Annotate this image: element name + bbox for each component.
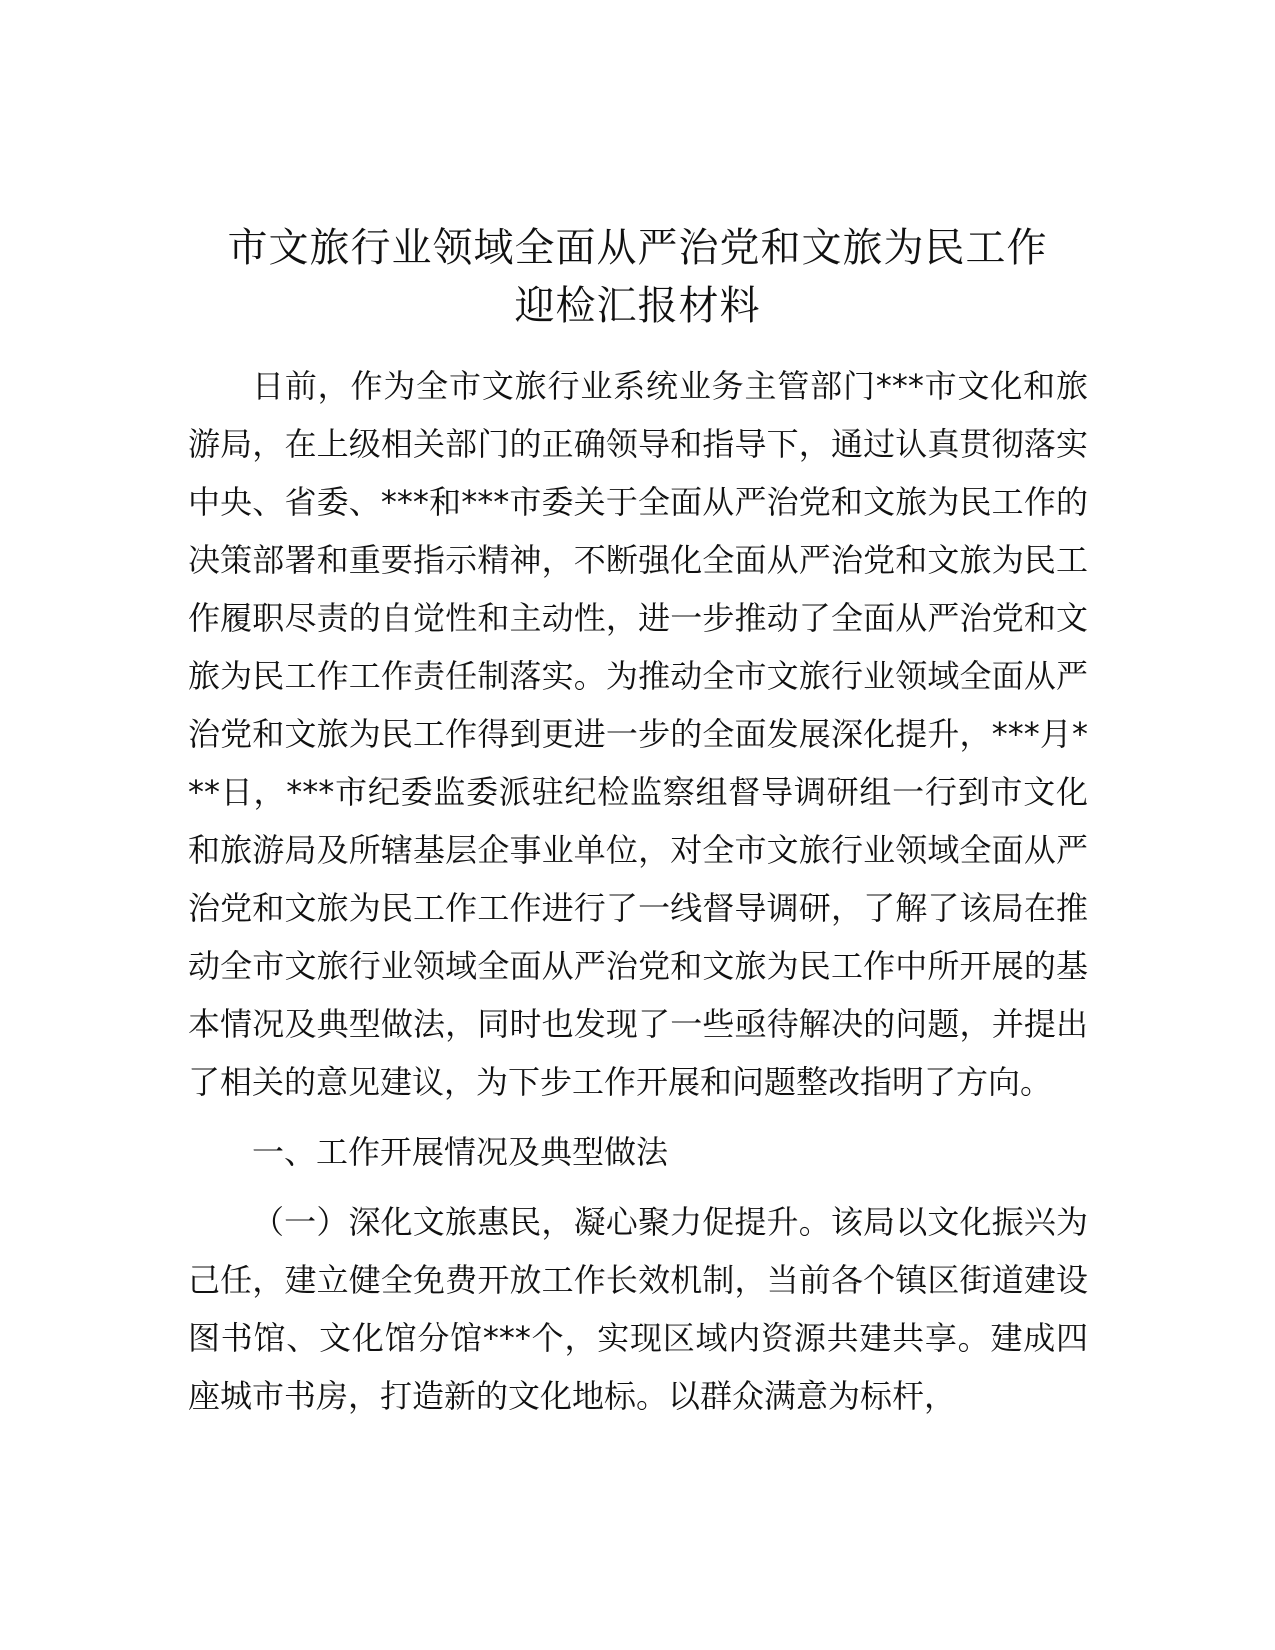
title-line-2: 迎检汇报材料 <box>514 282 761 329</box>
document-title <box>150 219 1125 335</box>
subsection-paragraph-1: （一）深化文旅惠民，凝心聚力促提升。该局以文化振兴为己任，建立健全免费开放工作长效机制，当前各个镇区街道建设图书馆、文化馆分馆***个，实现区域内资源共建共享。建成四座城市书房，打造新的文化地标。以群众满意为标杆， <box>188 1203 1088 1415</box>
title-line-1: 市文旅行业领域全面从严治党和文旅为民工作 <box>227 224 1048 271</box>
section-heading-1: 一、工作开展情况及典型做法 <box>252 1133 669 1171</box>
document-body <box>188 357 1088 1425</box>
intro-paragraph: 日前，作为全市文旅行业系统业务主管部门***市文化和旅游局，在上级相关部门的正确领导和指导下，通过认真贯彻落实中央、省委、***和***市委关于全面从严治党和文旅为民工作的决策部署和重要指示精神，不断强化全面从严治党和文旅为民工作履职尽责的自觉性和主动性，进一步推动了全面从严治党和文旅为民工作工作责任制落实。为推动全市文旅行业领域全面从严治党和文旅为民工作得到更进一步的全面发展深化提升，***月***日，***市纪委监委派驻纪检监察组督导调研组一行到市文化和旅游局及所辖基层企事业单位，对全市文旅行业领域全面从严治党和文旅为民工作工作进行了一线督导调研，了解了该局在推动全市文旅行业领域全面从严治党和文旅为民工作中所开展的基本情况及典型做法，同时也发现了一些亟待解决的问题，并提出了相关的意见建议，为下步工作开展和问题整改指明了方向。 <box>188 367 1088 1101</box>
